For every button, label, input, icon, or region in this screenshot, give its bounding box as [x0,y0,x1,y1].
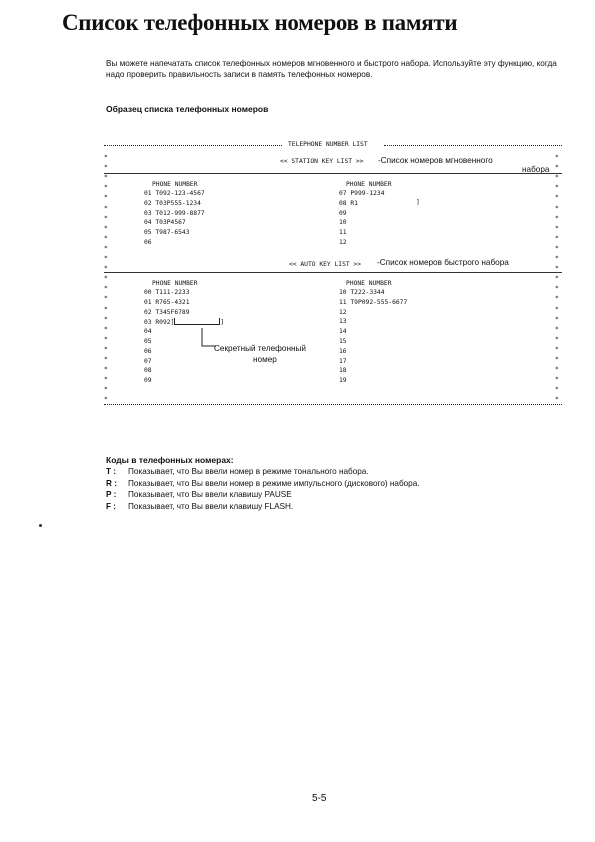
border-asterisk-right: * [555,184,559,192]
station-right-column-label: PHONE NUMBER [346,181,392,188]
border-asterisk-left: * [104,164,108,172]
border-asterisk-right: * [555,214,559,222]
auto-row-07: 07 [144,357,152,365]
border-asterisk-right: * [555,345,559,353]
border-asterisk-left: * [104,305,108,313]
border-asterisk-right: * [555,275,559,283]
station-row-02: 02 T03P555-1234 [144,199,201,207]
border-asterisk-right: * [555,164,559,172]
auto-row-06: 06 [144,347,152,355]
station-row-08: 08 R1 [339,199,358,207]
border-asterisk-right: * [555,396,559,404]
border-asterisk-left: * [104,244,108,252]
border-asterisk-left: * [104,265,108,273]
border-asterisk-right: * [555,285,559,293]
auto-annotation: -Список номеров быстрого набора [377,258,509,267]
secret-number-blank [174,318,220,325]
border-asterisk-left: * [104,366,108,374]
border-asterisk-right: * [555,224,559,232]
auto-right-column-label: PHONE NUMBER [346,280,392,287]
border-asterisk-right: * [555,265,559,273]
border-asterisk-left: * [104,255,108,262]
auto-row-17: 17 [339,357,347,365]
auto-row-15: 15 [339,338,347,345]
legend-item-f: F : Показывает, что Вы ввели клавишу FLASH. [106,501,294,511]
border-asterisk-right: * [555,325,559,333]
border-asterisk-left: * [104,356,108,363]
auto-row-11: 11 T9P092-555-6677 [339,298,408,306]
auto-row-02: 02 T345F6789 [144,308,190,316]
auto-row-09: 09 [144,377,152,385]
station-row-01: 01 T092-123-4567 [144,190,205,197]
station-annotation: -Список номеров мгновенного [378,156,493,165]
border-asterisk-left: * [104,275,108,283]
auto-row-10: 10 T222-3344 [339,289,385,296]
border-asterisk-left: * [104,214,108,222]
border-asterisk-left: * [104,335,108,343]
sample-section-title: Образец списка телефонных номеров [106,104,269,114]
auto-row-03: 03 R092[ ] [144,319,225,327]
border-asterisk-right: * [555,174,559,182]
auto-divider [104,272,562,273]
border-asterisk-left: * [104,174,108,182]
station-left-column-label: PHONE NUMBER [152,181,198,188]
auto-left-column-label: PHONE NUMBER [152,280,198,287]
border-asterisk-left: * [104,396,108,404]
auto-row-01: 01 R765-4321 [144,298,190,306]
border-asterisk-right: * [555,366,559,374]
station-row-11: 11 [339,229,347,237]
auto-row-13: 13 [339,318,347,326]
auto-row-16: 16 [339,347,347,355]
border-asterisk-right: * [555,255,559,262]
station-row-04: 04 T03P4567 [144,219,186,227]
secret-annotation: Секретный телефонный [214,344,306,353]
station-row-09: 09 [339,209,347,217]
secret-annotation-line2: номер [253,355,277,364]
border-asterisk-right: * [555,386,559,394]
border-asterisk-right: * [555,295,559,303]
legend-item-t: T : Показывает, что Вы ввели номер в режиме тонального набора. [106,467,369,476]
border-asterisk-left: * [104,295,108,303]
border-asterisk-right: * [555,335,559,343]
border-asterisk-left: * [104,234,108,242]
station-row-06: 06 [144,239,152,246]
border-asterisk-left: * [104,204,108,212]
auto-row-05: 05 [144,338,152,345]
station-divider [104,173,562,174]
station-row-12: 12 [339,239,347,246]
station-row-08-marker: ] [416,199,420,206]
border-asterisk-right: * [555,244,559,252]
auto-row-18: 18 [339,367,347,375]
auto-row-19: 19 [339,377,347,385]
station-row-10: 10 [339,219,347,227]
border-asterisk-right: * [555,154,559,161]
border-asterisk-left: * [104,154,108,161]
page-number: 5-5 [312,793,327,804]
auto-row-14: 14 [339,328,347,336]
border-asterisk-left: * [104,224,108,232]
legend-item-p: P : Показывает, что Вы ввели клавишу PAUSE [106,490,292,499]
border-asterisk-left: * [104,345,108,353]
border-asterisk-left: * [104,325,108,333]
border-asterisk-right: * [555,234,559,242]
intro-paragraph: Вы можете напечатать список телефонных номеров мгновенного и быстрого набора. Используйте эту функцию, когда надо проверить правильность записи в память телефонных номеров. [106,59,557,79]
stray-mark [39,524,42,527]
station-annotation-line2: набора [522,165,550,174]
legend-item-r: R : Показывает, что Вы ввели номер в режиме импульсного (дискового) набора. [106,478,420,488]
printout-bottom-border [104,404,562,405]
legend-title: Коды в телефонных номерах: [106,455,234,465]
border-asterisk-left: * [104,194,108,202]
border-asterisk-left: * [104,376,108,384]
border-asterisk-left: * [104,386,108,394]
border-asterisk-left: * [104,184,108,192]
border-asterisk-left: * [104,315,108,323]
page-title: Список телефонных номеров в памяти [62,10,458,35]
legend-list [106,466,420,512]
border-asterisk-right: * [555,194,559,202]
border-asterisk-right: * [555,376,559,384]
border-asterisk-right: * [555,305,559,313]
station-key-list-header: << STATION KEY LIST >> [280,158,364,165]
auto-row-08: 08 [144,367,152,375]
auto-row-04: 04 [144,328,152,336]
border-asterisk-right: * [555,204,559,212]
border-asterisk-left: * [104,285,108,293]
printout-header: TELEPHONE NUMBER LIST [288,141,368,148]
station-row-03: 03 T012-999-8877 [144,209,205,217]
printout-top-border-left [104,145,282,146]
border-asterisk-right: * [555,315,559,323]
station-row-07: 07 P999-1234 [339,190,385,197]
border-asterisk-right: * [555,356,559,363]
station-row-05: 05 T987-6543 [144,229,190,237]
auto-key-list-header: << AUTO KEY LIST >> [289,261,362,268]
auto-row-00: 00 T111-2233 [144,289,190,296]
auto-row-12: 12 [339,308,347,316]
printout-top-border-right [384,145,562,146]
